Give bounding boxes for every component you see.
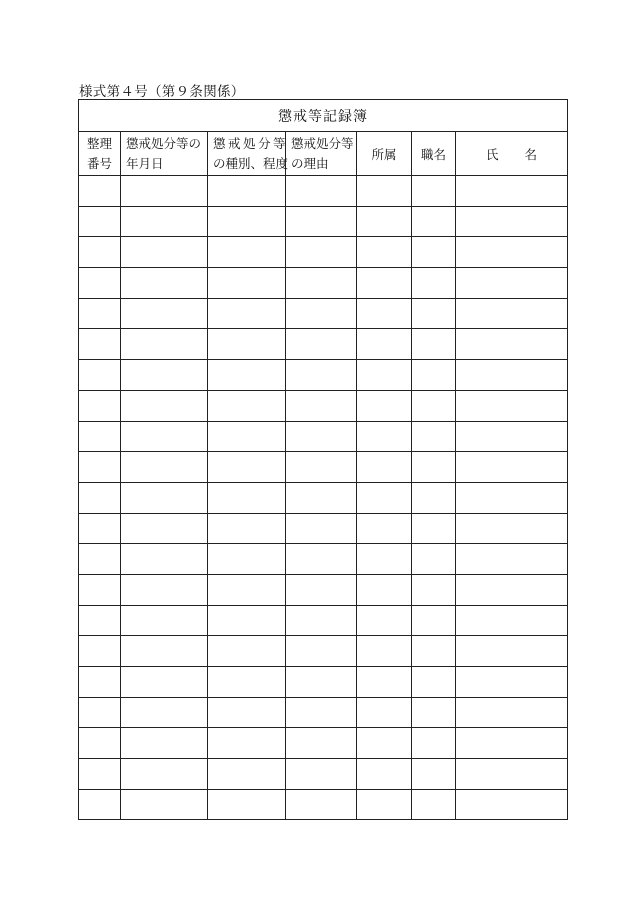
cell-name — [456, 789, 568, 820]
cell-reason — [286, 298, 357, 329]
cell-department — [357, 728, 412, 759]
cell-number — [79, 667, 121, 698]
table-row — [79, 482, 568, 513]
cell-number — [79, 728, 121, 759]
cell-job-title — [412, 759, 456, 790]
cell-number — [79, 268, 121, 299]
table-row — [79, 789, 568, 820]
cell-number — [79, 605, 121, 636]
table-row — [79, 268, 568, 299]
cell-department — [357, 390, 412, 421]
cell-job-title — [412, 329, 456, 360]
cell-number — [79, 298, 121, 329]
cell-job-title — [412, 574, 456, 605]
cell-date — [121, 390, 208, 421]
cell-date — [121, 452, 208, 483]
cell-job-title — [412, 789, 456, 820]
cell-name — [456, 636, 568, 667]
cell-department — [357, 298, 412, 329]
table-row — [79, 667, 568, 698]
table-row — [79, 636, 568, 667]
cell-number — [79, 176, 121, 207]
cell-department — [357, 667, 412, 698]
cell-reason — [286, 667, 357, 698]
cell-name — [456, 513, 568, 544]
table-row — [79, 206, 568, 237]
cell-date — [121, 789, 208, 820]
cell-department — [357, 513, 412, 544]
cell-type — [208, 789, 286, 820]
col-header-number — [79, 132, 121, 176]
table-row — [79, 390, 568, 421]
cell-job-title — [412, 390, 456, 421]
cell-reason — [286, 759, 357, 790]
cell-date — [121, 697, 208, 728]
table-row — [79, 513, 568, 544]
cell-department — [357, 574, 412, 605]
col-header-name-family: 氏 — [485, 146, 499, 162]
cell-reason — [286, 574, 357, 605]
cell-type — [208, 605, 286, 636]
cell-job-title — [412, 482, 456, 513]
col-header-number-line2: 番号 — [86, 155, 112, 171]
cell-date — [121, 237, 208, 268]
cell-date — [121, 329, 208, 360]
cell-type — [208, 206, 286, 237]
cell-name — [456, 544, 568, 575]
cell-number — [79, 237, 121, 268]
cell-job-title — [412, 513, 456, 544]
cell-department — [357, 759, 412, 790]
cell-name — [456, 759, 568, 790]
cell-date — [121, 728, 208, 759]
table-row — [79, 697, 568, 728]
table-row — [79, 605, 568, 636]
col-header-type — [208, 132, 289, 176]
form-number-label: 様式第４号（第９条関係） — [79, 84, 245, 100]
cell-reason — [286, 421, 357, 452]
cell-job-title — [412, 421, 456, 452]
cell-date — [121, 574, 208, 605]
cell-department — [357, 697, 412, 728]
cell-department — [357, 789, 412, 820]
cell-type — [208, 667, 286, 698]
cell-name — [456, 697, 568, 728]
cell-number — [79, 482, 121, 513]
cell-type — [208, 482, 286, 513]
cell-reason — [286, 636, 357, 667]
cell-number — [79, 360, 121, 391]
cell-name — [456, 667, 568, 698]
cell-number — [79, 636, 121, 667]
cell-department — [357, 452, 412, 483]
cell-name — [456, 574, 568, 605]
cell-number — [79, 390, 121, 421]
table-row — [79, 452, 568, 483]
cell-job-title — [412, 544, 456, 575]
cell-reason — [286, 452, 357, 483]
cell-reason — [286, 329, 357, 360]
cell-date — [121, 360, 208, 391]
cell-reason — [286, 789, 357, 820]
col-header-date-line1: 懲戒処分等の — [126, 135, 202, 151]
col-header-reason — [286, 132, 357, 176]
cell-type — [208, 237, 286, 268]
cell-reason — [286, 206, 357, 237]
cell-job-title — [412, 605, 456, 636]
cell-department — [357, 605, 412, 636]
cell-name — [456, 176, 568, 207]
table-row — [79, 176, 568, 207]
table-row — [79, 759, 568, 790]
cell-name — [456, 728, 568, 759]
cell-name — [456, 298, 568, 329]
cell-job-title — [412, 697, 456, 728]
cell-department — [357, 482, 412, 513]
cell-number — [79, 697, 121, 728]
cell-type — [208, 421, 286, 452]
cell-reason — [286, 360, 357, 391]
col-header-name-given: 名 — [524, 146, 538, 162]
cell-job-title — [412, 268, 456, 299]
cell-name — [456, 421, 568, 452]
cell-name — [456, 329, 568, 360]
cell-number — [79, 329, 121, 360]
cell-type — [208, 452, 286, 483]
cell-job-title — [412, 237, 456, 268]
cell-type — [208, 360, 286, 391]
cell-department — [357, 636, 412, 667]
cell-name — [456, 268, 568, 299]
cell-department — [357, 421, 412, 452]
col-header-type-line1: 懲戒処分等 — [213, 135, 289, 151]
cell-date — [121, 513, 208, 544]
cell-type — [208, 544, 286, 575]
table-row — [79, 360, 568, 391]
cell-number — [79, 206, 121, 237]
cell-type — [208, 636, 286, 667]
cell-type — [208, 390, 286, 421]
cell-date — [121, 421, 208, 452]
cell-name — [456, 605, 568, 636]
cell-type — [208, 728, 286, 759]
cell-number — [79, 421, 121, 452]
cell-job-title — [412, 360, 456, 391]
col-header-reason-line1: 懲戒処分等 — [291, 135, 354, 151]
cell-date — [121, 298, 208, 329]
cell-number — [79, 544, 121, 575]
cell-job-title — [412, 176, 456, 207]
cell-department — [357, 176, 412, 207]
cell-department — [357, 237, 412, 268]
table-row — [79, 574, 568, 605]
disciplinary-record-table — [78, 99, 568, 820]
cell-department — [357, 329, 412, 360]
table-row — [79, 298, 568, 329]
cell-name — [456, 360, 568, 391]
cell-reason — [286, 176, 357, 207]
cell-reason — [286, 390, 357, 421]
cell-name — [456, 482, 568, 513]
col-header-type-line2: の種別、程度 — [213, 155, 289, 171]
cell-reason — [286, 544, 357, 575]
cell-reason — [286, 697, 357, 728]
cell-number — [79, 759, 121, 790]
col-header-reason-line2: の理由 — [291, 155, 329, 171]
cell-department — [357, 360, 412, 391]
cell-date — [121, 636, 208, 667]
cell-name — [456, 206, 568, 237]
cell-reason — [286, 482, 357, 513]
cell-type — [208, 513, 286, 544]
table-row — [79, 544, 568, 575]
cell-job-title — [412, 728, 456, 759]
table-row — [79, 728, 568, 759]
cell-department — [357, 206, 412, 237]
col-header-number-line1: 整理 — [86, 135, 112, 151]
cell-number — [79, 513, 121, 544]
cell-type — [208, 268, 286, 299]
cell-reason — [286, 513, 357, 544]
cell-date — [121, 206, 208, 237]
cell-job-title — [412, 636, 456, 667]
cell-type — [208, 759, 286, 790]
record-body — [79, 176, 568, 820]
cell-name — [456, 390, 568, 421]
cell-reason — [286, 268, 357, 299]
cell-type — [208, 298, 286, 329]
cell-date — [121, 482, 208, 513]
cell-department — [357, 268, 412, 299]
table-row — [79, 329, 568, 360]
cell-department — [357, 544, 412, 575]
cell-job-title — [412, 452, 456, 483]
cell-type — [208, 176, 286, 207]
cell-name — [456, 237, 568, 268]
table-row — [79, 421, 568, 452]
cell-date — [121, 759, 208, 790]
cell-job-title — [412, 206, 456, 237]
col-header-job-title: 職名 — [412, 132, 456, 176]
cell-type — [208, 697, 286, 728]
cell-reason — [286, 728, 357, 759]
col-header-department: 所属 — [357, 132, 412, 176]
cell-number — [79, 574, 121, 605]
cell-date — [121, 667, 208, 698]
col-header-name — [456, 132, 568, 176]
cell-type — [208, 329, 286, 360]
cell-date — [121, 544, 208, 575]
table-title: 懲戒等記録簿 — [79, 100, 568, 132]
cell-number — [79, 789, 121, 820]
cell-date — [121, 605, 208, 636]
cell-type — [208, 574, 286, 605]
cell-date — [121, 176, 208, 207]
col-header-date — [121, 132, 208, 176]
cell-reason — [286, 605, 357, 636]
cell-date — [121, 268, 208, 299]
cell-job-title — [412, 298, 456, 329]
col-header-date-line2: 年月日 — [126, 155, 164, 171]
cell-job-title — [412, 667, 456, 698]
cell-name — [456, 452, 568, 483]
cell-reason — [286, 237, 357, 268]
cell-number — [79, 452, 121, 483]
table-row — [79, 237, 568, 268]
